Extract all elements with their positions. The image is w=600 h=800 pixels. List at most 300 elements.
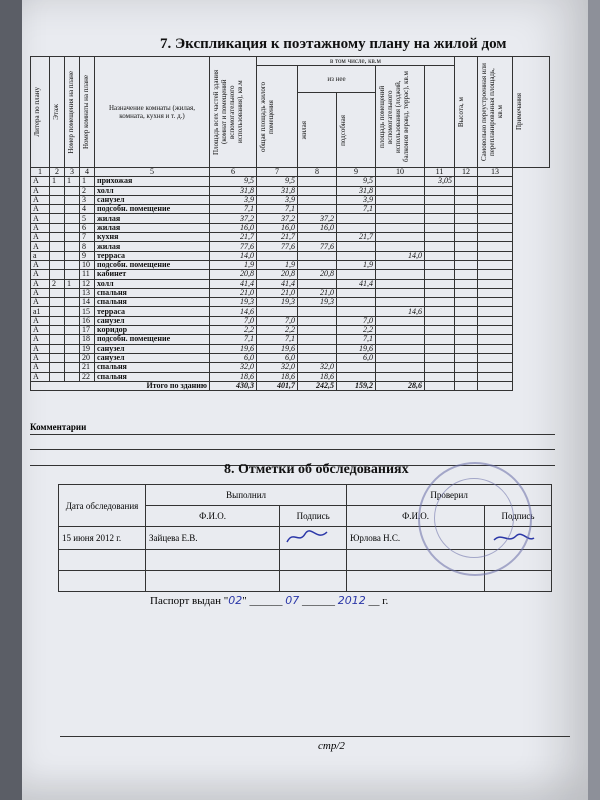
cell-n: 15 — [80, 307, 95, 316]
cell-e: 14,6 — [376, 307, 425, 316]
cell-h — [425, 288, 455, 297]
cell-lit: А — [31, 298, 50, 307]
cell-n: 8 — [80, 242, 95, 251]
header-living: жилая — [298, 92, 337, 167]
table-row — [31, 270, 550, 279]
cell-n: 12 — [80, 279, 95, 288]
cell-b — [257, 251, 298, 260]
cell-c — [298, 195, 337, 204]
cell-a: 14,0 — [210, 251, 257, 260]
cell-name: терраса — [95, 251, 210, 260]
cell-c: 18,6 — [298, 372, 337, 381]
cell-lit: А — [31, 177, 50, 186]
header-height: Высота, м — [455, 57, 478, 168]
cell-c — [298, 326, 337, 335]
passport-day: 02 — [228, 594, 243, 607]
cell-d: 19,6 — [337, 344, 376, 353]
cell-n: 22 — [80, 372, 95, 381]
cell-e — [376, 363, 425, 372]
cell-lit: А — [31, 260, 50, 269]
cell-empty — [455, 316, 478, 325]
cell-name: спальня — [95, 288, 210, 297]
cell-c — [298, 335, 337, 344]
cell-h — [425, 279, 455, 288]
total-row: Итого по зданию 430,3 401,7 242,5 159,2 28,6 — [31, 381, 550, 390]
column-numbers-row — [31, 168, 550, 177]
cell-c — [298, 307, 337, 316]
cell-empty — [455, 177, 478, 186]
cell-e: 14,0 — [376, 251, 425, 260]
cell-name: санузел — [95, 353, 210, 362]
cell-a: 19,3 — [210, 298, 257, 307]
column-number: 4 — [80, 168, 95, 177]
cell-empty — [455, 186, 478, 195]
cell-empty — [478, 177, 513, 186]
section8-title: 8. Отметки об обследованиях — [224, 462, 409, 477]
cell-e — [376, 242, 425, 251]
cell-empty — [478, 242, 513, 251]
column-number: 12 — [455, 168, 478, 177]
header-of-them: из нее — [298, 66, 376, 93]
cell-c — [298, 316, 337, 325]
cell-c: 20,8 — [298, 270, 337, 279]
cell-b: 3,9 — [257, 195, 298, 204]
cell-empty — [455, 195, 478, 204]
cell-e — [376, 260, 425, 269]
cell-a: 9,5 — [210, 177, 257, 186]
cell-rn — [65, 223, 80, 232]
cell-name: жилая — [95, 242, 210, 251]
cell-h — [425, 326, 455, 335]
table-row — [31, 353, 550, 362]
cell-name: санузел — [95, 316, 210, 325]
cell-fl — [50, 363, 65, 372]
cell-b — [257, 307, 298, 316]
cell-empty — [478, 223, 513, 232]
table-row — [31, 326, 550, 335]
cell-lit: а — [31, 251, 50, 260]
cell-h — [425, 242, 455, 251]
cell-e — [376, 298, 425, 307]
passport-issued-line: Паспорт выдан "02" ______ 07 ______ 2012 __ г. — [150, 594, 389, 607]
performer-name: Зайцева Е.В. — [146, 527, 280, 550]
cell-empty — [478, 233, 513, 242]
cell-empty — [478, 335, 513, 344]
cell-e — [376, 205, 425, 214]
column-number: 11 — [425, 168, 455, 177]
cell-empty — [455, 270, 478, 279]
cell-fl — [50, 372, 65, 381]
table-row — [31, 372, 550, 381]
header-area-living-total: общая площадь жилого помещения — [257, 66, 298, 168]
cell-lit: А — [31, 270, 50, 279]
cell-empty — [455, 372, 478, 381]
cell-rn — [65, 363, 80, 372]
cell-fl — [50, 316, 65, 325]
cell-fl — [50, 242, 65, 251]
cell-b: 16,0 — [257, 223, 298, 232]
binder-edge — [0, 0, 22, 800]
cell-d: 21,7 — [337, 233, 376, 242]
cell-d — [337, 372, 376, 381]
cell-rn — [65, 298, 80, 307]
cell-e — [376, 344, 425, 353]
column-number: 13 — [478, 168, 513, 177]
cell-empty — [478, 363, 513, 372]
cell-rn — [65, 214, 80, 223]
cell-empty — [455, 326, 478, 335]
column-number: 2 — [50, 168, 65, 177]
cell-fl — [50, 186, 65, 195]
cell-rn — [65, 186, 80, 195]
cell-empty — [455, 251, 478, 260]
table-row — [31, 177, 550, 186]
cell-d: 7,1 — [337, 335, 376, 344]
cell-empty — [455, 288, 478, 297]
cell-empty — [478, 270, 513, 279]
table-row — [31, 363, 550, 372]
cell-d: 31,8 — [337, 186, 376, 195]
cell-rn — [65, 335, 80, 344]
cell-name: коридор — [95, 326, 210, 335]
table-row — [31, 335, 550, 344]
cell-c — [298, 177, 337, 186]
cell-lit: А — [31, 372, 50, 381]
cell-h — [425, 270, 455, 279]
cell-d — [337, 288, 376, 297]
cell-e — [376, 288, 425, 297]
cell-c — [298, 186, 337, 195]
cell-b: 9,5 — [257, 177, 298, 186]
footer-line — [60, 736, 570, 737]
cell-a: 21,0 — [210, 288, 257, 297]
cell-name: спальня — [95, 363, 210, 372]
cell-fl — [50, 195, 65, 204]
cell-lit: А — [31, 205, 50, 214]
cell-a: 19,6 — [210, 344, 257, 353]
cell-rn — [65, 344, 80, 353]
cell-e — [376, 279, 425, 288]
cell-e — [376, 335, 425, 344]
cell-fl — [50, 335, 65, 344]
cell-c: 77,6 — [298, 242, 337, 251]
header-litera: Литера по плану — [31, 57, 50, 168]
cell-rn — [65, 353, 80, 362]
cell-fl — [50, 307, 65, 316]
cell-name: санузел — [95, 195, 210, 204]
cell-c — [298, 344, 337, 353]
header-room-num-plan: Номер комнаты на плане — [80, 57, 95, 168]
cell-a: 20,8 — [210, 270, 257, 279]
round-stamp — [418, 462, 532, 576]
cell-h — [425, 316, 455, 325]
cell-lit: А — [31, 195, 50, 204]
cell-n: 21 — [80, 363, 95, 372]
cell-b: 37,2 — [257, 214, 298, 223]
cell-b: 21,0 — [257, 288, 298, 297]
cell-rn — [65, 242, 80, 251]
cell-e — [376, 214, 425, 223]
performed-header: Выполнил — [146, 485, 347, 506]
cell-empty — [478, 186, 513, 195]
header-incl: в том числе, кв.м — [257, 57, 455, 66]
cell-a: 7,0 — [210, 316, 257, 325]
cell-c: 21,0 — [298, 288, 337, 297]
cell-lit: А — [31, 316, 50, 325]
cell-e — [376, 372, 425, 381]
cell-d: 41,4 — [337, 279, 376, 288]
cell-b: 20,8 — [257, 270, 298, 279]
cell-a: 21,7 — [210, 233, 257, 242]
cell-empty — [455, 214, 478, 223]
cell-n: 9 — [80, 251, 95, 260]
cell-b: 21,7 — [257, 233, 298, 242]
cell-h — [425, 251, 455, 260]
cell-d — [337, 242, 376, 251]
checker-signature-header: Подпись — [485, 506, 552, 527]
cell-rn — [65, 233, 80, 242]
header-room-no: Номер помещения на плане — [65, 57, 80, 168]
cell-c — [298, 251, 337, 260]
cell-e — [376, 233, 425, 242]
cell-a: 16,0 — [210, 223, 257, 232]
cell-name: подсобн. помещение — [95, 335, 210, 344]
comments-label: Комментарии — [30, 422, 87, 432]
cell-n: 18 — [80, 335, 95, 344]
explication-table — [30, 56, 550, 391]
column-number: 1 — [31, 168, 50, 177]
cell-empty — [455, 353, 478, 362]
cell-empty — [478, 288, 513, 297]
cell-name: подсобн. помещение — [95, 260, 210, 269]
performer-fio-header: Ф.И.О. — [146, 506, 280, 527]
cell-name: санузел — [95, 344, 210, 353]
cell-h — [425, 205, 455, 214]
cell-a: 6,0 — [210, 353, 257, 362]
cell-b: 1,9 — [257, 260, 298, 269]
table-row — [31, 260, 550, 269]
cell-empty — [478, 307, 513, 316]
cell-b: 7,0 — [257, 316, 298, 325]
cell-d: 2,2 — [337, 326, 376, 335]
cell-lit: А — [31, 186, 50, 195]
cell-name: кабинет — [95, 270, 210, 279]
cell-lit: А — [31, 223, 50, 232]
cell-empty — [455, 344, 478, 353]
cell-fl — [50, 251, 65, 260]
cell-c — [298, 205, 337, 214]
cell-a: 31,8 — [210, 186, 257, 195]
cell-fl — [50, 344, 65, 353]
cell-a: 7,1 — [210, 205, 257, 214]
cell-b: 77,6 — [257, 242, 298, 251]
cell-fl — [50, 233, 65, 242]
checker-fio-header: Ф.И.О. — [347, 506, 485, 527]
table-row — [31, 233, 550, 242]
cell-d — [337, 298, 376, 307]
table-row — [31, 307, 550, 316]
cell-rn — [65, 307, 80, 316]
inspection-date: 15 июня 2012 г. — [59, 527, 146, 550]
cell-d: 9,5 — [337, 177, 376, 186]
date-header: Дата обследования — [59, 485, 146, 527]
cell-fl — [50, 270, 65, 279]
table-row — [31, 223, 550, 232]
cell-empty — [478, 279, 513, 288]
cell-d: 7,1 — [337, 205, 376, 214]
header-notes: Примечания — [513, 57, 550, 168]
cell-h — [425, 353, 455, 362]
cell-n: 13 — [80, 288, 95, 297]
cell-empty — [455, 307, 478, 316]
cell-rn — [65, 195, 80, 204]
cell-empty — [478, 195, 513, 204]
column-number: 3 — [65, 168, 80, 177]
cell-b: 41,4 — [257, 279, 298, 288]
cell-name: кухня — [95, 233, 210, 242]
cell-h — [425, 260, 455, 269]
table-row — [31, 316, 550, 325]
header-aux-area: площадь помещений вспомогательного использования (лоджий, балконов веранд, террас), кв.м — [376, 66, 425, 168]
cell-name: жилая — [95, 214, 210, 223]
cell-e — [376, 270, 425, 279]
cell-c: 19,3 — [298, 298, 337, 307]
cell-n: 14 — [80, 298, 95, 307]
cell-b: 18,6 — [257, 372, 298, 381]
table-row — [31, 214, 550, 223]
header-area-total: Площадь всех частей здания (комнат и помещений вспомогательного использования), кв.м — [210, 57, 257, 168]
cell-rn — [65, 316, 80, 325]
cell-e — [376, 186, 425, 195]
cell-name: спальня — [95, 372, 210, 381]
cell-lit: А — [31, 353, 50, 362]
cell-empty — [478, 344, 513, 353]
cell-d: 6,0 — [337, 353, 376, 362]
cell-empty — [455, 242, 478, 251]
cell-rn: 1 — [65, 279, 80, 288]
cell-c — [298, 353, 337, 362]
cell-empty — [455, 260, 478, 269]
cell-empty — [478, 326, 513, 335]
table-row — [31, 344, 550, 353]
column-number: 5 — [95, 168, 210, 177]
cell-lit: А — [31, 279, 50, 288]
cell-name: прихожая — [95, 177, 210, 186]
cell-lit: а1 — [31, 307, 50, 316]
cell-lit: А — [31, 242, 50, 251]
cell-a: 2,2 — [210, 326, 257, 335]
cell-d — [337, 307, 376, 316]
cell-n: 1 — [80, 177, 95, 186]
cell-c: 32,0 — [298, 363, 337, 372]
checked-header: Проверил — [347, 485, 552, 506]
cell-fl — [50, 326, 65, 335]
cell-rn — [65, 251, 80, 260]
cell-h: 3,05 — [425, 177, 455, 186]
cell-name: жилая — [95, 223, 210, 232]
cell-b: 19,3 — [257, 298, 298, 307]
cell-n: 10 — [80, 260, 95, 269]
table-row — [31, 279, 550, 288]
cell-lit: А — [31, 344, 50, 353]
cell-n: 19 — [80, 344, 95, 353]
cell-a: 1,9 — [210, 260, 257, 269]
table-row — [31, 298, 550, 307]
cell-empty — [455, 298, 478, 307]
cell-h — [425, 298, 455, 307]
section7-title: 7. Экспликация к поэтажному плану на жилой дом — [160, 36, 507, 52]
cell-fl — [50, 260, 65, 269]
cell-rn — [65, 372, 80, 381]
cell-fl — [50, 288, 65, 297]
cell-empty — [478, 298, 513, 307]
cell-d: 3,9 — [337, 195, 376, 204]
cell-d — [337, 223, 376, 232]
cell-fl — [50, 214, 65, 223]
cell-c — [298, 279, 337, 288]
passport-month: 07 — [285, 594, 300, 607]
cell-lit: А — [31, 214, 50, 223]
cell-h — [425, 233, 455, 242]
header-purpose: Назначение комнаты (жилая, комната, кухня и т. д.) — [95, 57, 210, 168]
cell-e — [376, 353, 425, 362]
cell-a: 37,2 — [210, 214, 257, 223]
cell-lit: А — [31, 233, 50, 242]
cell-n: 17 — [80, 326, 95, 335]
column-number: 7 — [257, 168, 298, 177]
cell-e — [376, 316, 425, 325]
cell-n: 4 — [80, 205, 95, 214]
cell-empty — [455, 205, 478, 214]
checker-name: Юрлова Н.С. — [347, 527, 485, 550]
cell-n: 6 — [80, 223, 95, 232]
cell-c: 16,0 — [298, 223, 337, 232]
cell-rn — [65, 326, 80, 335]
cell-n: 3 — [80, 195, 95, 204]
cell-h — [425, 307, 455, 316]
column-number: 6 — [210, 168, 257, 177]
cell-empty — [478, 353, 513, 362]
cell-c — [298, 260, 337, 269]
cell-b: 19,6 — [257, 344, 298, 353]
cell-fl — [50, 353, 65, 362]
cell-empty — [455, 233, 478, 242]
cell-fl — [50, 205, 65, 214]
cell-rn — [65, 288, 80, 297]
table-row — [31, 288, 550, 297]
cell-name: подсобн. помещение — [95, 205, 210, 214]
cell-e — [376, 326, 425, 335]
cell-a: 41,4 — [210, 279, 257, 288]
cell-empty — [478, 372, 513, 381]
passport-year: 2012 — [337, 594, 366, 607]
header-aux: подсобная — [337, 92, 376, 167]
header-floor: Этаж — [50, 57, 65, 168]
cell-rn: 1 — [65, 177, 80, 186]
cell-empty — [455, 363, 478, 372]
cell-d: 1,9 — [337, 260, 376, 269]
cell-n: 16 — [80, 316, 95, 325]
column-number: 8 — [298, 168, 337, 177]
cell-d — [337, 363, 376, 372]
cell-n: 2 — [80, 186, 95, 195]
cell-c: 37,2 — [298, 214, 337, 223]
cell-empty — [455, 279, 478, 288]
cell-empty — [478, 214, 513, 223]
cell-h — [425, 335, 455, 344]
cell-h — [425, 186, 455, 195]
cell-h — [425, 344, 455, 353]
